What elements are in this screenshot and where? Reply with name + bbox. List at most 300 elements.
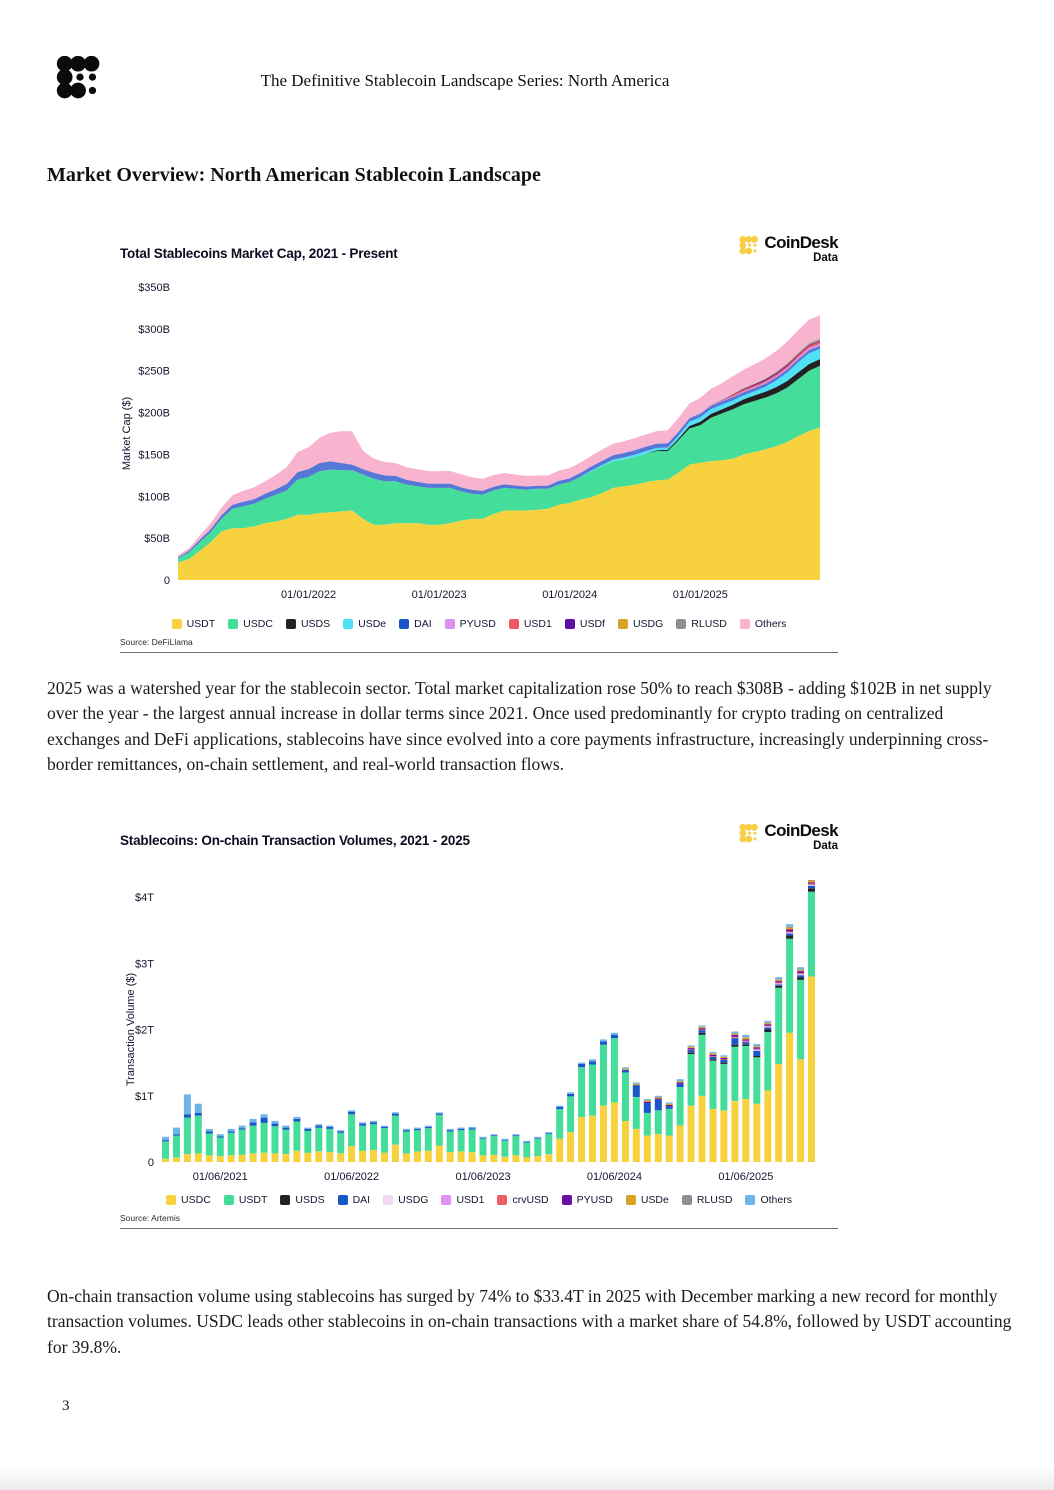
bar-segment-USDG bbox=[753, 1050, 760, 1051]
bar-segment-DAI bbox=[797, 975, 804, 977]
bar-segment-USDC bbox=[764, 1090, 771, 1162]
bar-segment-PYUSD bbox=[764, 1024, 771, 1025]
legend-label: USDe bbox=[358, 618, 387, 630]
bar-segment-DAI bbox=[272, 1124, 279, 1127]
bar-segment-USD1 bbox=[797, 974, 804, 975]
bar-segment-USDT bbox=[370, 1124, 377, 1150]
bar-segment-USDC bbox=[206, 1155, 213, 1162]
bar-segment-Others bbox=[381, 1126, 388, 1127]
legend-label: DAI bbox=[352, 1194, 371, 1206]
bar-segment-USDC bbox=[731, 1101, 738, 1162]
bar-segment-USDS bbox=[808, 888, 815, 891]
bar-segment-PYUSD bbox=[775, 981, 782, 982]
bar-segment-Others bbox=[392, 1112, 399, 1113]
bar-segment-Others bbox=[282, 1126, 289, 1128]
bar-segment-PYUSD bbox=[710, 1055, 717, 1056]
coindesk-mark-icon bbox=[739, 236, 760, 256]
bar-segment-USDT bbox=[677, 1087, 684, 1125]
bar-segment-USDT bbox=[633, 1097, 640, 1129]
bar-segment-Others bbox=[425, 1126, 432, 1127]
legend-item-USDG bbox=[618, 618, 663, 630]
bar-segment-Others bbox=[556, 1106, 563, 1107]
bar-segment-Others bbox=[414, 1128, 421, 1129]
bar-segment-USDT bbox=[512, 1136, 519, 1155]
bar-segment-USDC bbox=[534, 1156, 541, 1162]
market-cap-chart-figure bbox=[120, 232, 838, 653]
bar-segment-USDT bbox=[469, 1130, 476, 1153]
bar-segment-USDT bbox=[480, 1139, 487, 1156]
bar-segment-Others bbox=[480, 1137, 487, 1138]
bar-segment-USDS bbox=[699, 1033, 706, 1035]
legend-swatch bbox=[445, 619, 455, 629]
bar-segment-USDC bbox=[272, 1153, 279, 1162]
bar-segment-USDG bbox=[764, 1027, 771, 1028]
bar-segment-Others bbox=[710, 1052, 717, 1053]
bar-segment-crvUSD bbox=[775, 983, 782, 984]
bar-segment-DAI bbox=[775, 984, 782, 985]
legend-label: USD1 bbox=[456, 1194, 485, 1206]
bar-segment-DAI bbox=[359, 1124, 366, 1126]
bar-segment-Others bbox=[162, 1137, 169, 1140]
y-tick-label: $150B bbox=[138, 449, 170, 462]
bar-segment-USDS bbox=[786, 935, 793, 938]
legend-item-USDT bbox=[224, 1194, 268, 1206]
bar-segment-USDT bbox=[556, 1109, 563, 1139]
bar-segment-USD1 bbox=[808, 884, 815, 885]
bar-segment-DAI bbox=[556, 1107, 563, 1109]
bar-segment-DAI bbox=[293, 1119, 300, 1122]
legend-label: USDT bbox=[186, 618, 216, 630]
bar-segment-crvUSD bbox=[764, 1026, 771, 1027]
bar-segment-USDT bbox=[600, 1045, 607, 1106]
bar-segment-USDC bbox=[337, 1153, 344, 1162]
legend-swatch bbox=[626, 1195, 636, 1205]
bar-segment-USDT bbox=[239, 1130, 246, 1155]
bar-segment-USDC bbox=[523, 1157, 530, 1162]
bar-segment-Others bbox=[523, 1141, 530, 1142]
bar-segment-PYUSD bbox=[753, 1047, 760, 1048]
legend-swatch bbox=[383, 1195, 393, 1205]
bar-segment-USDC bbox=[469, 1152, 476, 1162]
x-tick-label: 01/06/2023 bbox=[455, 1171, 511, 1183]
legend-label: USDS bbox=[295, 1194, 325, 1206]
bar-segment-USDC bbox=[228, 1155, 235, 1162]
legend-item-Others bbox=[745, 1194, 792, 1206]
legend-item-PYUSD bbox=[445, 618, 496, 630]
coindesk-wordmark bbox=[764, 822, 838, 852]
bar-segment-USDT bbox=[742, 1046, 749, 1099]
bar-segment-USDT bbox=[282, 1130, 289, 1155]
bar-segment-USDS bbox=[775, 986, 782, 988]
bar-segment-USDe bbox=[808, 880, 815, 882]
bar-segment-RLUSD bbox=[786, 927, 793, 928]
bar-segment-USDT bbox=[655, 1110, 662, 1134]
bar-segment-USDC bbox=[600, 1106, 607, 1162]
bar-segment-USDC bbox=[348, 1146, 355, 1162]
chart-header bbox=[120, 232, 838, 276]
bar-segment-USDC bbox=[512, 1155, 519, 1162]
bar-segment-USDC bbox=[699, 1096, 706, 1162]
bar-segment-USDT bbox=[381, 1128, 388, 1153]
bar-segment-USDG bbox=[797, 975, 804, 976]
bar-segment-USDe bbox=[644, 1100, 651, 1101]
bar-segment-DAI bbox=[348, 1112, 355, 1115]
chart-legend bbox=[120, 1194, 838, 1206]
bar-segment-USDG bbox=[808, 885, 815, 886]
y-tick-label: $300B bbox=[138, 323, 170, 336]
bar-segment-Others bbox=[764, 1021, 771, 1023]
bar-segment-Others bbox=[337, 1130, 344, 1131]
legend-swatch bbox=[676, 619, 686, 629]
bar-segment-Others bbox=[797, 967, 804, 969]
bar-segment-USDC bbox=[217, 1156, 224, 1162]
legend-item-USDe bbox=[626, 1194, 669, 1206]
legend-item-RLUSD bbox=[676, 618, 727, 630]
bar-segment-USDC bbox=[622, 1121, 629, 1162]
bar-segment-USDC bbox=[315, 1151, 322, 1162]
bar-segment-Others bbox=[655, 1096, 662, 1097]
bar-segment-USDS bbox=[797, 977, 804, 980]
bar-segment-USDC bbox=[753, 1104, 760, 1162]
bar-segment-PYUSD bbox=[742, 1039, 749, 1040]
bar-segment-USDC bbox=[250, 1153, 257, 1162]
bar-segment-Others bbox=[611, 1033, 618, 1035]
bar-segment-USDC bbox=[808, 977, 815, 1163]
bar-segment-USDC bbox=[370, 1150, 377, 1162]
bar-segment-USDC bbox=[381, 1153, 388, 1162]
transaction-volume-chart-figure bbox=[120, 820, 838, 1229]
x-tick-label: 01/06/2022 bbox=[324, 1171, 380, 1183]
bar-segment-USDT bbox=[491, 1136, 498, 1155]
bar-segment-Others bbox=[775, 977, 782, 979]
bar-segment-Others bbox=[600, 1039, 607, 1041]
y-tick-label: $3T bbox=[135, 958, 154, 971]
bar-segment-Others bbox=[666, 1102, 673, 1103]
bar-segment-PYUSD bbox=[720, 1058, 727, 1059]
y-tick-label: 0 bbox=[163, 575, 170, 587]
bar-segment-Others bbox=[491, 1134, 498, 1135]
bar-segment-Others bbox=[501, 1139, 508, 1140]
bar-segment-USDT bbox=[162, 1142, 169, 1159]
bar-segment-USDe bbox=[775, 980, 782, 981]
bar-segment-RLUSD bbox=[775, 979, 782, 980]
bar-segment-USDT bbox=[688, 1054, 695, 1106]
bar-segment-DAI bbox=[162, 1140, 169, 1141]
chart-header bbox=[120, 820, 838, 880]
bar-segment-Others bbox=[633, 1083, 640, 1084]
bar-segment-DAI bbox=[392, 1114, 399, 1116]
legend-item-DAI bbox=[399, 618, 432, 630]
coindesk-mark-icon bbox=[739, 824, 760, 844]
legend-label: Others bbox=[760, 1194, 792, 1206]
bar-segment-USD1 bbox=[775, 983, 782, 984]
coindesk-data-text: Data bbox=[813, 252, 838, 264]
legend-item-DAI bbox=[338, 1194, 371, 1206]
chart-canvas bbox=[120, 276, 838, 613]
legend-item-USDS bbox=[286, 618, 330, 630]
bar-segment-USDC bbox=[436, 1145, 443, 1162]
legend-swatch bbox=[228, 619, 238, 629]
bar-segment-Others bbox=[720, 1055, 727, 1056]
bar-segment-DAI bbox=[688, 1050, 695, 1053]
bar-segment-USDC bbox=[293, 1151, 300, 1162]
x-tick-label: 01/06/2021 bbox=[192, 1171, 248, 1183]
bar-segment-USDG bbox=[786, 933, 793, 934]
bar-segment-USDC bbox=[392, 1145, 399, 1162]
bar-segment-USDT bbox=[589, 1065, 596, 1116]
bar-segment-PYUSD bbox=[644, 1102, 651, 1103]
legend-swatch bbox=[740, 619, 750, 629]
bar-segment-Others bbox=[326, 1126, 333, 1127]
bar-segment-DAI bbox=[633, 1085, 640, 1097]
bar-segment-USDe bbox=[797, 970, 804, 971]
bar-segment-USDT bbox=[753, 1057, 760, 1103]
legend-label: USDG bbox=[398, 1194, 429, 1206]
bar-segment-DAI bbox=[622, 1070, 629, 1073]
bar-segment-DAI bbox=[261, 1118, 268, 1123]
page-heading: Market Overview: North American Stablecoin Landscape bbox=[47, 164, 541, 186]
y-tick-label: $4T bbox=[135, 892, 154, 904]
bar-segment-Others bbox=[293, 1117, 300, 1119]
bar-segment-USDS bbox=[688, 1053, 695, 1054]
x-tick-label: 01/01/2025 bbox=[672, 589, 728, 601]
bar-segment-Others bbox=[469, 1127, 476, 1128]
legend-swatch bbox=[565, 619, 575, 629]
bar-segment-DAI bbox=[808, 886, 815, 889]
bar-segment-USDT bbox=[403, 1132, 410, 1154]
bar-segment-RLUSD bbox=[808, 880, 815, 881]
bar-segment-PYUSD bbox=[688, 1048, 695, 1049]
bar-segment-DAI bbox=[578, 1064, 585, 1067]
bar-segment-USDC bbox=[282, 1154, 289, 1162]
bar-segment-crvUSD bbox=[742, 1041, 749, 1042]
bar-segment-USDT bbox=[699, 1035, 706, 1096]
legend-swatch bbox=[343, 619, 353, 629]
bar-segment-USDe bbox=[764, 1023, 771, 1024]
bar-segment-USDC bbox=[195, 1153, 202, 1162]
body-paragraph-2: On-chain transaction volume using stablecoins has surged by 74% to $33.4T in 2025 with December marking a new record for monthly transaction volumes. USDC leads other stablecoins in on-chain transactions with a market share of 54.8%, followed by USDT accounting for 39.8%. bbox=[47, 1285, 1012, 1357]
bar-segment-DAI bbox=[753, 1051, 760, 1056]
bar-segment-Others bbox=[348, 1110, 355, 1111]
legend-swatch bbox=[509, 619, 519, 629]
bar-segment-PYUSD bbox=[666, 1105, 673, 1106]
bar-segment-USDT bbox=[710, 1061, 717, 1109]
bar-segment-USD1 bbox=[786, 932, 793, 933]
bar-segment-Others bbox=[206, 1129, 213, 1132]
legend-label: Others bbox=[754, 618, 787, 630]
bar-segment-USDT bbox=[764, 1032, 771, 1090]
body-paragraph-1: 2025 was a watershed year for the stablecoin sector. Total market capitalization rose 50% to reach $308B - adding $102B in net supply over the year - the largest annual increase in dollar terms since 2021. Once used predominantly for crypto trading on centralized exchanges and DeFi applications, stablecoins have since evolved into a core payments infrastructure, increasingly underpinning cross-border remittances, on-chain settlement, and real-world transaction flows. bbox=[47, 677, 992, 775]
legend-item-USD1 bbox=[509, 618, 552, 630]
bar-segment-DAI bbox=[512, 1136, 519, 1137]
bar-segment-USDC bbox=[710, 1109, 717, 1162]
bar-segment-Others bbox=[272, 1121, 279, 1124]
bar-segment-USDC bbox=[414, 1151, 421, 1162]
x-tick-label: 01/06/2024 bbox=[586, 1171, 642, 1183]
bar-segment-Others bbox=[644, 1099, 651, 1100]
bar-segment-DAI bbox=[403, 1130, 410, 1131]
bar-segment-USD1 bbox=[764, 1026, 771, 1027]
legend-swatch bbox=[166, 1195, 176, 1205]
bar-segment-USDT bbox=[326, 1129, 333, 1152]
bar-segment-USDC bbox=[666, 1136, 673, 1163]
bar-segment-DAI bbox=[600, 1041, 607, 1044]
bar-segment-Others bbox=[699, 1026, 706, 1027]
legend-item-Others bbox=[740, 618, 787, 630]
bar-segment-DAI bbox=[534, 1138, 541, 1139]
bar-segment-DAI bbox=[184, 1114, 191, 1117]
bar-segment-DAI bbox=[567, 1094, 574, 1097]
bar-segment-USDT bbox=[337, 1133, 344, 1154]
bar-segment-DAI bbox=[523, 1142, 530, 1143]
legend-swatch bbox=[562, 1195, 572, 1205]
bar-segment-USDT bbox=[272, 1126, 279, 1153]
bar-segment-Others bbox=[545, 1132, 552, 1133]
bar-segment-DAI bbox=[469, 1128, 476, 1129]
bar-segment-DAI bbox=[425, 1127, 432, 1128]
y-tick-label: $1T bbox=[135, 1090, 154, 1103]
bar-segment-Others bbox=[184, 1094, 191, 1114]
legend-item-USD1 bbox=[441, 1194, 484, 1206]
bar-segment-USDe bbox=[666, 1104, 673, 1105]
legend-swatch bbox=[441, 1195, 451, 1205]
legend-label: DAI bbox=[414, 618, 432, 630]
bar-segment-USD1 bbox=[731, 1038, 738, 1039]
y-axis-title: Market Cap ($) bbox=[121, 396, 133, 471]
bar-segment-DAI bbox=[545, 1134, 552, 1135]
legend-label: USDC bbox=[181, 1194, 211, 1206]
bar-segment-USDe bbox=[655, 1097, 662, 1098]
legend-label: USDT bbox=[238, 1194, 268, 1206]
y-tick-label: $50B bbox=[144, 533, 170, 546]
bar-segment-USDT bbox=[447, 1132, 454, 1153]
legend-swatch bbox=[224, 1195, 234, 1205]
bar-segment-USDC bbox=[261, 1153, 268, 1162]
bar-segment-USDe bbox=[731, 1034, 738, 1035]
bar-segment-USDT bbox=[348, 1114, 355, 1146]
bar-segment-Others bbox=[403, 1129, 410, 1130]
bar-segment-USDC bbox=[775, 1064, 782, 1162]
legend-swatch bbox=[618, 619, 628, 629]
bar-segment-Others bbox=[677, 1079, 684, 1081]
bar-segment-USDT bbox=[250, 1126, 257, 1154]
bar-segment-USDe bbox=[677, 1081, 684, 1082]
bar-segment-USDT bbox=[545, 1134, 552, 1154]
legend-item-USDS bbox=[280, 1194, 324, 1206]
chart-legend bbox=[120, 618, 838, 630]
document-title: The Definitive Stablecoin Landscape Series: North America bbox=[260, 71, 670, 90]
bar-segment-USDC bbox=[480, 1155, 487, 1162]
market-cap-area-chart bbox=[120, 276, 838, 608]
bar-segment-crvUSD bbox=[808, 884, 815, 885]
bar-segment-DAI bbox=[326, 1127, 333, 1129]
bar-segment-DAI bbox=[370, 1122, 377, 1124]
bar-segment-USDT bbox=[261, 1123, 268, 1153]
bar-segment-USDS bbox=[710, 1059, 717, 1060]
chart-source: Source: DeFiLlama bbox=[120, 637, 193, 647]
x-tick-label: 01/01/2023 bbox=[411, 589, 467, 601]
bar-segment-USDT bbox=[304, 1131, 311, 1153]
bar-segment-USDC bbox=[720, 1110, 727, 1162]
bar-segment-DAI bbox=[611, 1035, 618, 1038]
bar-segment-USDG bbox=[775, 984, 782, 985]
bar-segment-USDT bbox=[808, 892, 815, 977]
x-tick-label: 01/06/2025 bbox=[718, 1171, 774, 1183]
legend-label: crvUSD bbox=[512, 1194, 549, 1206]
bar-segment-USDC bbox=[326, 1152, 333, 1162]
bar-segment-Others bbox=[753, 1044, 760, 1046]
bar-segment-USDT bbox=[184, 1118, 191, 1154]
bar-segment-USDT bbox=[206, 1134, 213, 1156]
bar-segment-USDe bbox=[699, 1027, 706, 1028]
chart-source: Source: Artemis bbox=[120, 1213, 180, 1223]
bar-segment-USDT bbox=[458, 1130, 465, 1151]
bar-segment-PYUSD bbox=[677, 1083, 684, 1084]
bar-segment-USDC bbox=[633, 1129, 640, 1162]
bar-segment-DAI bbox=[655, 1100, 662, 1111]
bar-segment-DAI bbox=[282, 1128, 289, 1130]
bar-segment-Others bbox=[688, 1045, 695, 1046]
bar-segment-crvUSD bbox=[753, 1049, 760, 1050]
bar-segment-USDC bbox=[786, 1033, 793, 1162]
bar-segment-DAI bbox=[480, 1138, 487, 1139]
bar-segment-RLUSD bbox=[797, 969, 804, 970]
bar-segment-USDC bbox=[742, 1099, 749, 1162]
bar-segment-Others bbox=[731, 1032, 738, 1034]
bar-segment-USDC bbox=[655, 1134, 662, 1162]
bar-segment-DAI bbox=[589, 1061, 596, 1064]
bar-segment-USDC bbox=[688, 1106, 695, 1162]
bar-segment-Others bbox=[512, 1134, 519, 1135]
coindesk-text: CoinDesk bbox=[764, 821, 838, 840]
bar-segment-USDC bbox=[239, 1155, 246, 1162]
coindesk-wordmark bbox=[764, 234, 838, 264]
bar-segment-USDT bbox=[786, 939, 793, 1033]
bar-segment-USDe bbox=[786, 928, 793, 930]
bar-segment-USDT bbox=[775, 988, 782, 1064]
page-bottom-shade bbox=[0, 1464, 1054, 1490]
bar-segment-DAI bbox=[217, 1136, 224, 1137]
bar-segment-crvUSD bbox=[786, 932, 793, 933]
bar-segment-USDT bbox=[666, 1109, 673, 1136]
legend-label: USDC bbox=[243, 618, 273, 630]
bar-segment-Others bbox=[173, 1128, 180, 1135]
bar-segment-DAI bbox=[501, 1140, 508, 1141]
y-tick-label: 0 bbox=[147, 1157, 154, 1169]
bar-segment-USDT bbox=[217, 1138, 224, 1157]
legend-item-RLUSD bbox=[682, 1194, 733, 1206]
bar-segment-crvUSD bbox=[720, 1059, 727, 1060]
bar-segment-USDC bbox=[567, 1132, 574, 1162]
bar-segment-Others bbox=[567, 1092, 574, 1093]
bar-segment-Others bbox=[250, 1119, 257, 1122]
y-tick-label: $350B bbox=[138, 282, 170, 294]
bar-segment-PYUSD bbox=[655, 1098, 662, 1099]
bar-segment-Others bbox=[786, 924, 793, 927]
bar-segment-USDT bbox=[644, 1113, 651, 1136]
bar-segment-DAI bbox=[250, 1122, 257, 1125]
legend-label: USDf bbox=[579, 618, 605, 630]
y-tick-label: $250B bbox=[138, 365, 170, 378]
bar-segment-USDe bbox=[720, 1057, 727, 1058]
y-tick-label: $100B bbox=[138, 491, 170, 504]
bar-segment-crvUSD bbox=[699, 1030, 706, 1031]
bar-segment-Others bbox=[578, 1063, 585, 1064]
chart-title: Total Stablecoins Market Cap, 2021 - Present bbox=[120, 246, 398, 261]
x-tick-label: 01/01/2022 bbox=[281, 589, 337, 601]
chart-canvas bbox=[120, 880, 838, 1189]
bar-segment-USD1 bbox=[753, 1049, 760, 1050]
